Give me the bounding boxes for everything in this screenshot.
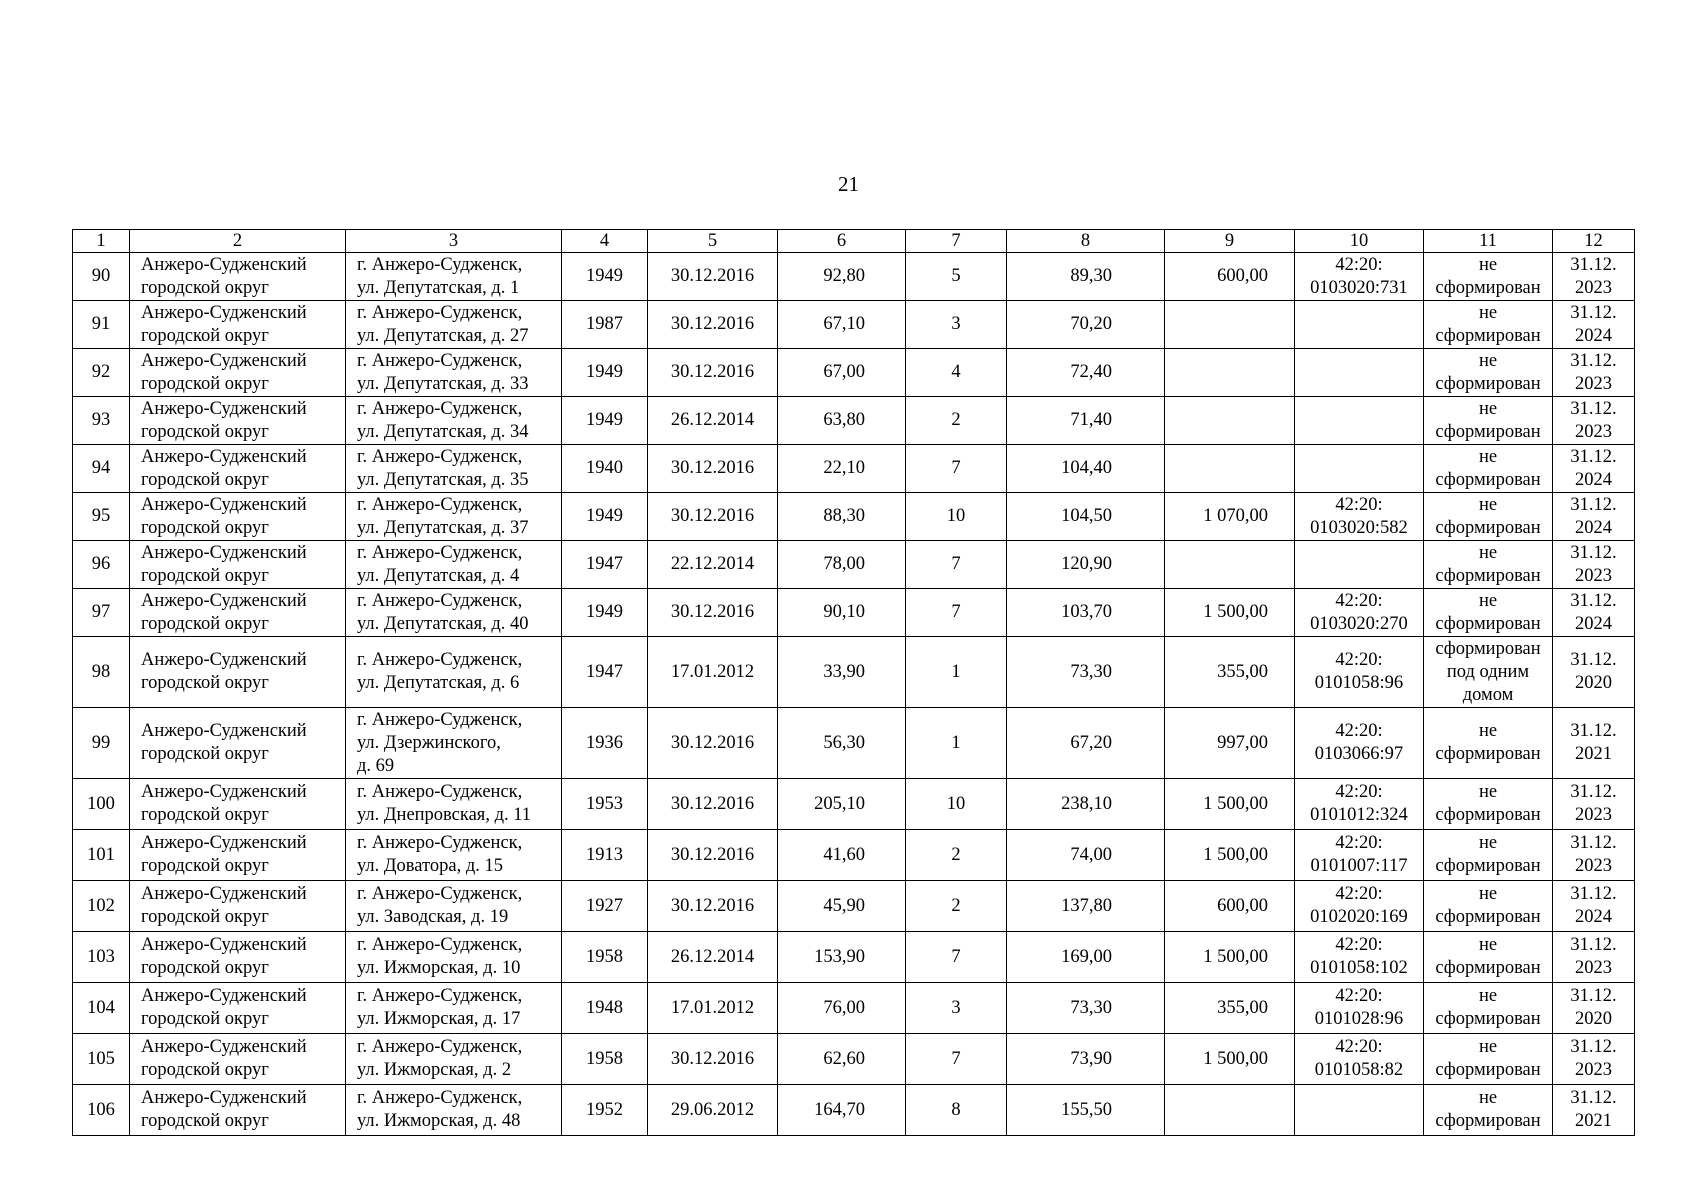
residential-area-cell: 67,10 [778,301,906,349]
total-area-cell: 103,70 [1007,589,1165,637]
municipality-cell: Анжеро-Судженский городской округ [130,301,346,349]
table-body [73,230,1635,1136]
land-status-cell: не сформирован [1424,1034,1553,1085]
table-row [73,932,1635,983]
column-number-row [73,230,1635,253]
total-area-cell: 155,50 [1007,1085,1165,1136]
deadline-cell: 31.12. 2021 [1553,1085,1635,1136]
year-cell: 1927 [562,881,648,932]
address-cell: г. Анжеро-Судженск, ул. Днепровская, д. 11 [346,779,562,830]
date-cell: 17.01.2012 [648,637,778,708]
residents-cell: 10 [906,779,1007,830]
column-number: 1 [73,230,130,253]
land-status-cell: не сформирован [1424,830,1553,881]
year-cell: 1949 [562,493,648,541]
column-number: 10 [1295,230,1424,253]
table-row [73,301,1635,349]
table-row [73,349,1635,397]
year-cell: 1952 [562,1085,648,1136]
land-status-cell: не сформирован [1424,445,1553,493]
municipality-cell: Анжеро-Судженский городской округ [130,830,346,881]
residential-area-cell: 92,80 [778,253,906,301]
total-area-cell: 73,30 [1007,637,1165,708]
land-status-cell: не сформирован [1424,589,1553,637]
year-cell: 1936 [562,708,648,779]
residents-cell: 4 [906,349,1007,397]
year-cell: 1949 [562,349,648,397]
date-cell: 26.12.2014 [648,932,778,983]
residential-area-cell: 56,30 [778,708,906,779]
residents-cell: 2 [906,397,1007,445]
land-area-cell: 600,00 [1165,253,1295,301]
total-area-cell: 169,00 [1007,932,1165,983]
address-cell: г. Анжеро-Судженск, ул. Депутатская, д. 27 [346,301,562,349]
deadline-cell: 31.12. 2023 [1553,397,1635,445]
deadline-cell: 31.12. 2023 [1553,779,1635,830]
cadastral-number-cell: 42:20: 0103020:731 [1295,253,1424,301]
row-number-cell: 97 [73,589,130,637]
year-cell: 1913 [562,830,648,881]
residents-cell: 1 [906,708,1007,779]
year-cell: 1940 [562,445,648,493]
residents-cell: 1 [906,637,1007,708]
total-area-cell: 104,50 [1007,493,1165,541]
deadline-cell: 31.12. 2020 [1553,983,1635,1034]
deadline-cell: 31.12. 2024 [1553,493,1635,541]
residential-area-cell: 22,10 [778,445,906,493]
address-cell: г. Анжеро-Судженск, ул. Депутатская, д. 40 [346,589,562,637]
column-number: 9 [1165,230,1295,253]
cadastral-number-cell: 42:20: 0101012:324 [1295,779,1424,830]
date-cell: 30.12.2016 [648,779,778,830]
row-number-cell: 106 [73,1085,130,1136]
address-cell: г. Анжеро-Судженск, ул. Депутатская, д. 33 [346,349,562,397]
municipality-cell: Анжеро-Судженский городской округ [130,983,346,1034]
deadline-cell: 31.12. 2024 [1553,589,1635,637]
date-cell: 30.12.2016 [648,830,778,881]
total-area-cell: 137,80 [1007,881,1165,932]
year-cell: 1953 [562,779,648,830]
table-row [73,589,1635,637]
date-cell: 30.12.2016 [648,708,778,779]
column-number: 7 [906,230,1007,253]
deadline-cell: 31.12. 2023 [1553,349,1635,397]
date-cell: 30.12.2016 [648,1034,778,1085]
deadline-cell: 31.12. 2023 [1553,541,1635,589]
address-cell: г. Анжеро-Судженск, ул. Депутатская, д. 35 [346,445,562,493]
year-cell: 1948 [562,983,648,1034]
land-area-cell: 1 070,00 [1165,493,1295,541]
municipality-cell: Анжеро-Судженский городской округ [130,1085,346,1136]
date-cell: 30.12.2016 [648,589,778,637]
total-area-cell: 104,40 [1007,445,1165,493]
table-row [73,253,1635,301]
land-status-cell: не сформирован [1424,253,1553,301]
municipality-cell: Анжеро-Судженский городской округ [130,932,346,983]
residential-area-cell: 62,60 [778,1034,906,1085]
land-area-cell: 1 500,00 [1165,1034,1295,1085]
residents-cell: 8 [906,1085,1007,1136]
cadastral-number-cell: 42:20: 0101058:82 [1295,1034,1424,1085]
table-row [73,397,1635,445]
cadastral-number-cell: 42:20: 0101028:96 [1295,983,1424,1034]
total-area-cell: 120,90 [1007,541,1165,589]
municipality-cell: Анжеро-Судженский городской округ [130,637,346,708]
cadastral-number-cell: 42:20: 0103066:97 [1295,708,1424,779]
row-number-cell: 98 [73,637,130,708]
row-number-cell: 93 [73,397,130,445]
row-number-cell: 99 [73,708,130,779]
cadastral-number-cell [1295,397,1424,445]
date-cell: 30.12.2016 [648,493,778,541]
residents-cell: 3 [906,983,1007,1034]
column-number: 8 [1007,230,1165,253]
municipality-cell: Анжеро-Судженский городской округ [130,349,346,397]
land-status-cell: не сформирован [1424,779,1553,830]
deadline-cell: 31.12. 2024 [1553,301,1635,349]
municipality-cell: Анжеро-Судженский городской округ [130,445,346,493]
row-number-cell: 100 [73,779,130,830]
residents-cell: 2 [906,830,1007,881]
residents-cell: 7 [906,1034,1007,1085]
year-cell: 1958 [562,932,648,983]
table-row [73,983,1635,1034]
row-number-cell: 95 [73,493,130,541]
column-number: 6 [778,230,906,253]
total-area-cell: 89,30 [1007,253,1165,301]
municipality-cell: Анжеро-Судженский городской округ [130,1034,346,1085]
cadastral-number-cell [1295,301,1424,349]
land-area-cell: 1 500,00 [1165,589,1295,637]
municipality-cell: Анжеро-Судженский городской округ [130,541,346,589]
cadastral-number-cell: 42:20: 0101058:96 [1295,637,1424,708]
table-row [73,830,1635,881]
residential-area-cell: 90,10 [778,589,906,637]
address-cell: г. Анжеро-Судженск, ул. Депутатская, д. 34 [346,397,562,445]
year-cell: 1949 [562,589,648,637]
address-cell: г. Анжеро-Судженск, ул. Ижморская, д. 48 [346,1085,562,1136]
municipality-cell: Анжеро-Судженский городской округ [130,493,346,541]
table-row [73,708,1635,779]
residents-cell: 7 [906,541,1007,589]
land-area-cell: 997,00 [1165,708,1295,779]
land-status-cell: не сформирован [1424,541,1553,589]
deadline-cell: 31.12. 2023 [1553,253,1635,301]
page-number: 21 [838,172,859,196]
date-cell: 17.01.2012 [648,983,778,1034]
table-row [73,1034,1635,1085]
column-number: 11 [1424,230,1553,253]
total-area-cell: 238,10 [1007,779,1165,830]
date-cell: 30.12.2016 [648,301,778,349]
address-cell: г. Анжеро-Судженск, ул. Ижморская, д. 10 [346,932,562,983]
column-number: 4 [562,230,648,253]
year-cell: 1958 [562,1034,648,1085]
residential-area-cell: 78,00 [778,541,906,589]
residents-cell: 3 [906,301,1007,349]
year-cell: 1987 [562,301,648,349]
row-number-cell: 103 [73,932,130,983]
cadastral-number-cell: 42:20: 0103020:582 [1295,493,1424,541]
row-number-cell: 94 [73,445,130,493]
deadline-cell: 31.12. 2024 [1553,881,1635,932]
land-status-cell: не сформирован [1424,301,1553,349]
land-status-cell: сформирован под одним домом [1424,637,1553,708]
land-area-cell [1165,1085,1295,1136]
address-cell: г. Анжеро-Судженск, ул. Депутатская, д. 6 [346,637,562,708]
residents-cell: 7 [906,932,1007,983]
residential-area-cell: 63,80 [778,397,906,445]
year-cell: 1947 [562,541,648,589]
housing-registry-table [72,229,1635,1136]
row-number-cell: 91 [73,301,130,349]
municipality-cell: Анжеро-Судженский городской округ [130,253,346,301]
total-area-cell: 73,30 [1007,983,1165,1034]
table-row [73,541,1635,589]
row-number-cell: 90 [73,253,130,301]
land-area-cell: 355,00 [1165,983,1295,1034]
row-number-cell: 104 [73,983,130,1034]
cadastral-number-cell [1295,445,1424,493]
cadastral-number-cell [1295,1085,1424,1136]
residential-area-cell: 76,00 [778,983,906,1034]
land-area-cell: 1 500,00 [1165,779,1295,830]
date-cell: 30.12.2016 [648,881,778,932]
table-row [73,637,1635,708]
address-cell: г. Анжеро-Судженск, ул. Депутатская, д. 1 [346,253,562,301]
land-area-cell [1165,445,1295,493]
residents-cell: 5 [906,253,1007,301]
table-row [73,779,1635,830]
date-cell: 26.12.2014 [648,397,778,445]
total-area-cell: 74,00 [1007,830,1165,881]
municipality-cell: Анжеро-Судженский городской округ [130,589,346,637]
residential-area-cell: 164,70 [778,1085,906,1136]
address-cell: г. Анжеро-Судженск, ул. Ижморская, д. 17 [346,983,562,1034]
municipality-cell: Анжеро-Судженский городской округ [130,708,346,779]
cadastral-number-cell [1295,349,1424,397]
land-area-cell: 1 500,00 [1165,932,1295,983]
cadastral-number-cell: 42:20: 0103020:270 [1295,589,1424,637]
address-cell: г. Анжеро-Судженск, ул. Ижморская, д. 2 [346,1034,562,1085]
residential-area-cell: 88,30 [778,493,906,541]
cadastral-number-cell [1295,541,1424,589]
land-status-cell: не сформирован [1424,983,1553,1034]
table-row [73,493,1635,541]
cadastral-number-cell: 42:20: 0101058:102 [1295,932,1424,983]
address-cell: г. Анжеро-Судженск, ул. Депутатская, д. 4 [346,541,562,589]
row-number-cell: 101 [73,830,130,881]
column-number: 3 [346,230,562,253]
row-number-cell: 105 [73,1034,130,1085]
date-cell: 22.12.2014 [648,541,778,589]
municipality-cell: Анжеро-Судженский городской округ [130,397,346,445]
residential-area-cell: 205,10 [778,779,906,830]
residential-area-cell: 41,60 [778,830,906,881]
total-area-cell: 67,20 [1007,708,1165,779]
land-status-cell: не сформирован [1424,881,1553,932]
address-cell: г. Анжеро-Судженск, ул. Заводская, д. 19 [346,881,562,932]
land-status-cell: не сформирован [1424,493,1553,541]
municipality-cell: Анжеро-Судженский городской округ [130,779,346,830]
deadline-cell: 31.12. 2023 [1553,932,1635,983]
cadastral-number-cell: 42:20: 0102020:169 [1295,881,1424,932]
date-cell: 30.12.2016 [648,445,778,493]
year-cell: 1947 [562,637,648,708]
residents-cell: 2 [906,881,1007,932]
deadline-cell: 31.12. 2024 [1553,445,1635,493]
land-area-cell: 355,00 [1165,637,1295,708]
residential-area-cell: 45,90 [778,881,906,932]
residents-cell: 7 [906,589,1007,637]
address-cell: г. Анжеро-Судженск, ул. Доватора, д. 15 [346,830,562,881]
land-area-cell: 1 500,00 [1165,830,1295,881]
municipality-cell: Анжеро-Судженский городской округ [130,881,346,932]
address-cell: г. Анжеро-Судженск, ул. Депутатская, д. 37 [346,493,562,541]
land-area-cell: 600,00 [1165,881,1295,932]
date-cell: 30.12.2016 [648,253,778,301]
deadline-cell: 31.12. 2023 [1553,830,1635,881]
residential-area-cell: 67,00 [778,349,906,397]
land-area-cell [1165,349,1295,397]
address-cell: г. Анжеро-Судженск, ул. Дзержинского, д. 69 [346,708,562,779]
deadline-cell: 31.12. 2021 [1553,708,1635,779]
year-cell: 1949 [562,253,648,301]
land-status-cell: не сформирован [1424,708,1553,779]
residential-area-cell: 153,90 [778,932,906,983]
deadline-cell: 31.12. 2023 [1553,1034,1635,1085]
row-number-cell: 92 [73,349,130,397]
table-row [73,1085,1635,1136]
date-cell: 30.12.2016 [648,349,778,397]
residents-cell: 7 [906,445,1007,493]
land-area-cell [1165,397,1295,445]
land-status-cell: не сформирован [1424,932,1553,983]
table-row [73,881,1635,932]
land-area-cell [1165,541,1295,589]
total-area-cell: 71,40 [1007,397,1165,445]
land-area-cell [1165,301,1295,349]
column-number: 12 [1553,230,1635,253]
land-status-cell: не сформирован [1424,397,1553,445]
date-cell: 29.06.2012 [648,1085,778,1136]
column-number: 2 [130,230,346,253]
deadline-cell: 31.12. 2020 [1553,637,1635,708]
row-number-cell: 102 [73,881,130,932]
land-status-cell: не сформирован [1424,1085,1553,1136]
land-status-cell: не сформирован [1424,349,1553,397]
total-area-cell: 73,90 [1007,1034,1165,1085]
year-cell: 1949 [562,397,648,445]
table-row [73,445,1635,493]
row-number-cell: 96 [73,541,130,589]
residential-area-cell: 33,90 [778,637,906,708]
total-area-cell: 70,20 [1007,301,1165,349]
cadastral-number-cell: 42:20: 0101007:117 [1295,830,1424,881]
column-number: 5 [648,230,778,253]
residents-cell: 10 [906,493,1007,541]
total-area-cell: 72,40 [1007,349,1165,397]
